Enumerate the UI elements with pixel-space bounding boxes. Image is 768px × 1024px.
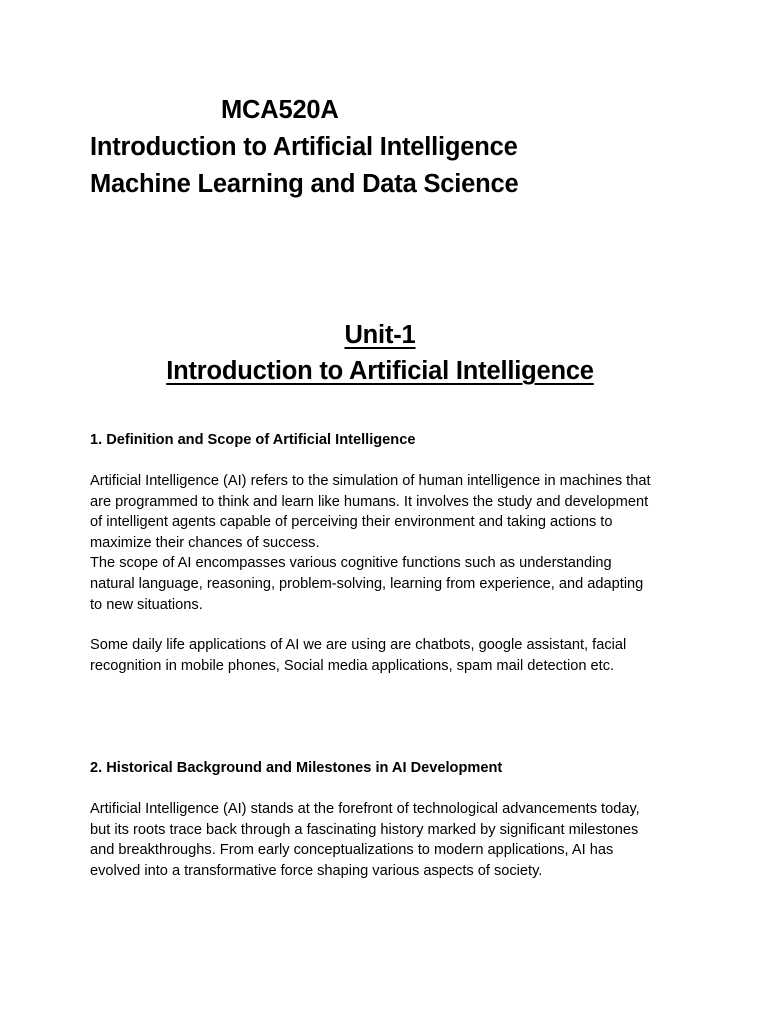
course-title-block [90,92,518,203]
paragraph-line: evolved into a transformative force shaping various aspects of society. [90,862,543,879]
paragraph-line: Artificial Intelligence (AI) stands at the forefront of technological advancements today, [90,801,640,817]
section-2-paragraph-1 [90,799,690,881]
course-title-line-1: Introduction to Artificial Intelligence [90,133,518,161]
paragraph-line: recognition in mobile phones, Social media applications, spam mail detection etc. [90,657,615,674]
unit-title: Introduction to Artificial Intelligence [166,357,594,385]
paragraph-line: maximize their chances of success. [90,534,320,551]
paragraph-line: Some daily life applications of AI we are using are chatbots, google assistant, facial [90,637,627,653]
section-2-heading: 2. Historical Background and Milestones in AI Development [90,760,503,776]
course-title-line-2: Machine Learning and Data Science [90,170,519,198]
section-1-paragraph-1 [90,471,690,615]
unit-heading [0,317,760,389]
unit-label: Unit-1 [344,321,416,349]
section-1-heading: 1. Definition and Scope of Artificial Intelligence [90,432,416,448]
paragraph-line: and breakthroughs. From early conceptualizations to modern applications, AI has [90,842,614,859]
paragraph-line: but its roots trace back through a fascinating history marked by significant milestones [90,821,639,838]
paragraph-line: Artificial Intelligence (AI) refers to the simulation of human intelligence in machines that [90,473,651,489]
paragraph-line: of intelligent agents capable of perceiving their environment and taking actions to [90,514,613,531]
paragraph-line: natural language, reasoning, problem-solving, learning from experience, and adapting [90,575,644,592]
paragraph-line: The scope of AI encompasses various cognitive functions such as understanding [90,555,612,572]
section-1-paragraph-2 [90,635,690,676]
course-code: MCA520A [221,96,339,124]
paragraph-line: to new situations. [90,596,203,613]
paragraph-line: are programmed to think and learn like humans. It involves the study and development [90,493,649,510]
